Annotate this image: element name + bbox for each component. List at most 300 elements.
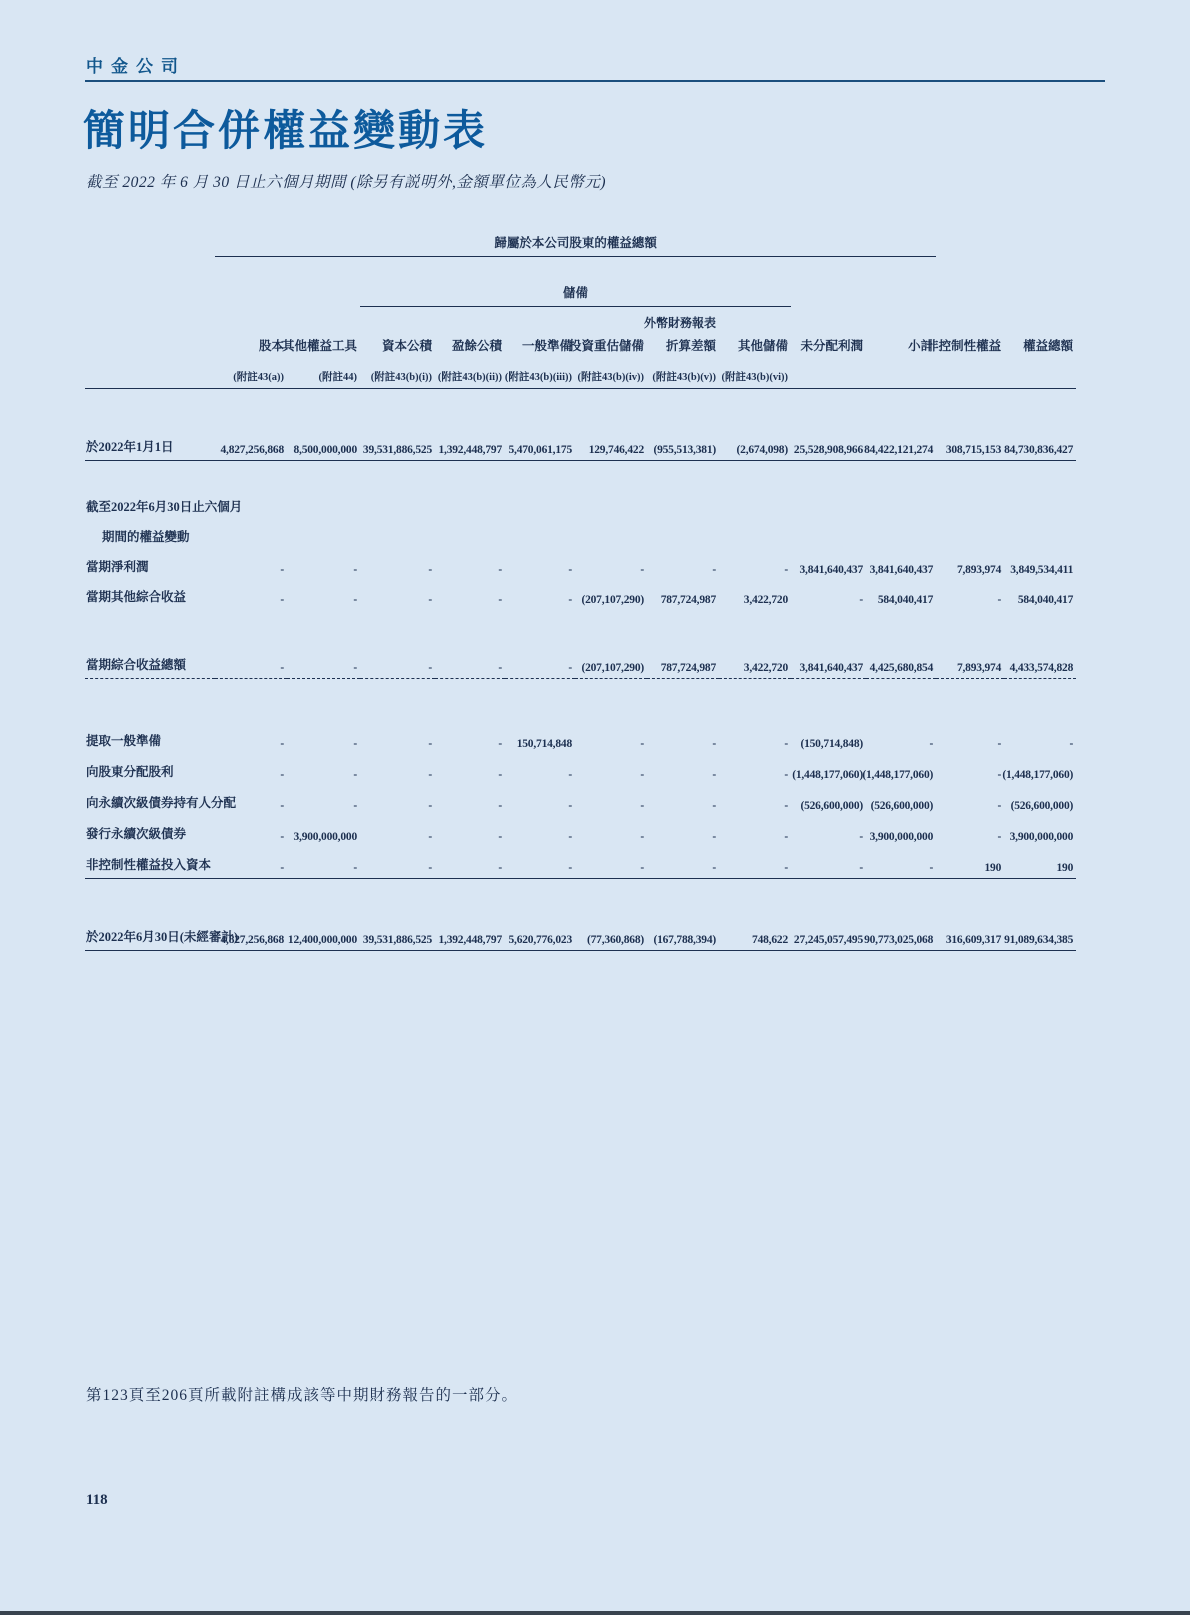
spacer-row xyxy=(85,388,1076,428)
cell-value-text: (526,600,000) xyxy=(1010,800,1074,812)
cell-value-text: - xyxy=(353,800,357,812)
cell-value xyxy=(647,912,719,950)
cell-value-text: 7,893,974 xyxy=(956,661,1002,674)
cell-value-text: - xyxy=(428,861,432,874)
cell-value-text: - xyxy=(428,769,432,781)
cell-value xyxy=(435,785,505,816)
cell-value xyxy=(936,847,1004,878)
row-label-text: 發行永續次級債券 xyxy=(86,827,187,841)
cell-value xyxy=(791,816,866,847)
column-note-text: (附註43(b)(iv)) xyxy=(577,371,644,383)
cell-value-text: 5,620,776,023 xyxy=(508,933,572,946)
cell-value xyxy=(435,550,505,580)
header-reserves-row xyxy=(85,256,1076,306)
cell-value-text: (1,448,177,060) xyxy=(1002,769,1074,781)
cell-value xyxy=(866,428,936,460)
spacer-cell xyxy=(85,878,1076,912)
cell-value-text: 316,609,317 xyxy=(945,933,1002,946)
cell-value xyxy=(360,912,435,950)
cell-value-text: - xyxy=(498,594,502,606)
cell-value-text: - xyxy=(353,661,357,674)
cell-value-text: - xyxy=(280,594,284,606)
cell-value xyxy=(866,723,936,754)
row-label-text: 於2022年1月1日 xyxy=(86,439,174,454)
cell-value xyxy=(866,550,936,580)
cell-value xyxy=(936,785,1004,816)
cell-value xyxy=(360,723,435,754)
cell-value-text: (2,674,098) xyxy=(736,443,788,456)
column-header xyxy=(926,332,1004,358)
row-label xyxy=(85,580,215,610)
column-header xyxy=(1004,332,1076,358)
cell-value-text: - xyxy=(640,564,644,576)
cell-value xyxy=(936,550,1004,580)
cell-value-text: 787,724,987 xyxy=(660,594,716,606)
cell-value xyxy=(435,754,505,785)
spacer-row xyxy=(85,610,1076,646)
cell-value-text: 3,900,000,000 xyxy=(869,831,934,843)
table-row xyxy=(85,785,1076,816)
cell-value-text: - xyxy=(712,861,716,874)
footnote: 第123頁至206頁所載附註構成該等中期財務報告的一部分。 xyxy=(86,1387,519,1404)
cell-value xyxy=(866,580,936,610)
header-spacer xyxy=(215,306,575,332)
cell-value xyxy=(575,580,647,610)
cell-value xyxy=(360,580,435,610)
row-label-text: 截至2022年6月30日止六個月 xyxy=(86,500,243,514)
cell-value xyxy=(287,646,360,678)
cell-value-text: - xyxy=(640,861,644,874)
cell-value xyxy=(719,754,791,785)
header-fx-row xyxy=(85,306,1076,332)
cell-value-text: - xyxy=(784,769,788,781)
cell-value-text: - xyxy=(859,594,863,606)
cell-value xyxy=(866,847,936,878)
column-note xyxy=(575,358,647,388)
cell-value xyxy=(936,723,1004,754)
table-row xyxy=(85,428,1076,460)
cell-value-text: - xyxy=(498,831,502,843)
column-header-text: 其他權益工具 xyxy=(281,339,357,353)
cell-value xyxy=(215,816,287,847)
column-header xyxy=(505,332,575,358)
cell-value-text: 190 xyxy=(984,861,1002,874)
cell-value xyxy=(287,428,360,460)
cell-value xyxy=(575,646,647,678)
cell-value xyxy=(1004,912,1076,950)
cell-value xyxy=(215,847,287,878)
cell-value xyxy=(647,550,719,580)
column-header-text: 小計 xyxy=(908,339,934,353)
cell-value xyxy=(435,912,505,950)
cell-value xyxy=(505,646,575,678)
cell-value-text: (1,448,177,060) xyxy=(862,769,934,781)
cell-value xyxy=(791,428,866,460)
header-attributable-equity-label: 歸屬於本公司股東的權益總額 xyxy=(494,235,657,250)
cell-value-text: - xyxy=(712,738,716,750)
table-row xyxy=(85,723,1076,754)
column-header xyxy=(435,332,505,358)
brand-divider xyxy=(85,80,1105,82)
cell-value-text: (526,600,000) xyxy=(870,800,934,812)
cell-value-text: - xyxy=(498,769,502,781)
row-label-text: 向股東分配股利 xyxy=(86,765,174,779)
cell-value xyxy=(791,754,866,785)
cell-value xyxy=(505,816,575,847)
column-note xyxy=(505,358,575,388)
cell-value xyxy=(647,816,719,847)
section-row xyxy=(85,520,1076,550)
cell-value-text: 129,746,422 xyxy=(588,443,644,456)
row-label-text: 當期綜合收益總額 xyxy=(86,657,187,672)
cell-value-text: - xyxy=(784,831,788,843)
cell-value-text: 3,841,640,437 xyxy=(869,564,934,576)
cell-value xyxy=(435,723,505,754)
row-label xyxy=(85,723,215,754)
spacer-cell xyxy=(85,678,1076,723)
column-header-text: 折算差額 xyxy=(665,339,716,353)
cell-value xyxy=(866,816,936,847)
cell-value xyxy=(862,754,936,785)
cell-value xyxy=(1004,754,1076,785)
cell-value-text: - xyxy=(280,769,284,781)
cell-value xyxy=(575,723,647,754)
cell-value xyxy=(505,723,575,754)
cell-value-text: - xyxy=(353,594,357,606)
cell-value xyxy=(936,580,1004,610)
cell-value xyxy=(866,912,936,950)
cell-value xyxy=(866,785,936,816)
cell-value-text: - xyxy=(712,831,716,843)
cell-value xyxy=(287,816,360,847)
cell-value xyxy=(360,646,435,678)
cell-value-text: 3,841,640,437 xyxy=(799,661,863,674)
cell-value-text: - xyxy=(784,738,788,750)
header-reserves xyxy=(360,256,791,306)
cell-value-text: 91,089,634,385 xyxy=(1004,933,1074,946)
cell-value xyxy=(1004,580,1076,610)
row-label xyxy=(85,816,215,847)
section-row xyxy=(85,490,1076,520)
column-header xyxy=(215,332,287,358)
column-note xyxy=(719,358,791,388)
column-note xyxy=(936,358,1004,388)
cell-value-text: 90,773,025,068 xyxy=(864,933,934,946)
cell-value-text: - xyxy=(353,564,357,576)
cell-value-text: - xyxy=(784,564,788,576)
cell-value-text: - xyxy=(568,661,572,674)
cell-value-text: - xyxy=(997,594,1002,606)
column-header xyxy=(360,332,435,358)
page-title: 簡明合併權益變動表 xyxy=(83,109,489,155)
header-spacer xyxy=(85,358,215,388)
table-row xyxy=(85,646,1076,678)
cell-value-text: - xyxy=(712,769,716,781)
cell-value xyxy=(287,785,360,816)
cell-value xyxy=(719,580,791,610)
cell-value-text: 3,900,000,000 xyxy=(293,831,357,843)
cell-value-text: - xyxy=(640,769,644,781)
cell-value-text: - xyxy=(428,661,432,674)
table-row xyxy=(85,816,1076,847)
cell-value xyxy=(215,550,287,580)
cell-value-text: 1,392,448,797 xyxy=(438,933,502,946)
row-label-text: 提取一般準備 xyxy=(86,734,162,748)
cell-value-text: - xyxy=(712,564,716,576)
cell-value xyxy=(719,912,791,950)
cell-value-text: (207,107,290) xyxy=(581,594,644,606)
cell-value-text: - xyxy=(428,594,432,606)
cell-value xyxy=(435,646,505,678)
header-spacer xyxy=(719,306,1076,332)
cell-value xyxy=(287,847,360,878)
cell-value-text: (526,600,000) xyxy=(800,800,863,812)
cell-value xyxy=(505,754,575,785)
column-header-text: 股本 xyxy=(258,339,284,353)
cell-value-text: - xyxy=(712,800,716,812)
cell-value xyxy=(435,847,505,878)
header-group-row xyxy=(85,222,1076,256)
row-label-text: 當期其他綜合收益 xyxy=(86,590,187,604)
cell-value xyxy=(1004,816,1076,847)
cell-value xyxy=(360,847,435,878)
column-note-text: (附註43(b)(ii)) xyxy=(437,371,502,383)
cell-value xyxy=(215,580,287,610)
cell-value-text: 84,730,836,427 xyxy=(1004,443,1074,456)
cell-value-text: 39,531,886,525 xyxy=(362,933,432,946)
row-label xyxy=(85,646,215,678)
row-label xyxy=(85,550,215,580)
cell-value-text: - xyxy=(997,769,1002,781)
cell-value-text: 4,433,574,828 xyxy=(1009,661,1074,674)
cell-value xyxy=(360,754,435,785)
cell-value-text: 4,425,680,854 xyxy=(869,661,934,674)
cell-value-text: 3,849,534,411 xyxy=(1010,564,1074,576)
cell-value-text: (1,448,177,060) xyxy=(792,769,863,781)
header-spacer xyxy=(936,222,1076,256)
cell-value-text: - xyxy=(280,661,284,674)
cell-value-text: - xyxy=(859,831,863,843)
column-header-text: 未分配利潤 xyxy=(800,339,863,353)
cell-value xyxy=(1004,723,1076,754)
header-spacer xyxy=(85,332,215,358)
row-label xyxy=(85,754,215,785)
cell-value xyxy=(719,785,791,816)
cell-value-text: 39,531,886,525 xyxy=(362,443,432,456)
cell-value xyxy=(505,550,575,580)
column-names-row xyxy=(85,332,1076,358)
cell-value xyxy=(360,428,435,460)
column-header-text: 其他儲備 xyxy=(737,339,788,353)
cell-value xyxy=(936,816,1004,847)
column-header xyxy=(791,332,866,358)
cell-value-text: - xyxy=(997,738,1002,750)
cell-value xyxy=(287,723,360,754)
cell-value-text: 4,827,256,868 xyxy=(220,443,284,456)
header-fx-statements xyxy=(575,306,719,332)
cell-value-text: - xyxy=(997,831,1002,843)
cell-value xyxy=(647,723,719,754)
cell-value-text: 3,841,640,437 xyxy=(799,564,863,576)
column-note xyxy=(360,358,435,388)
row-label-text: 當期淨利潤 xyxy=(86,560,149,574)
spacer-cell xyxy=(85,610,1076,646)
cell-value-text: - xyxy=(859,861,863,874)
column-header xyxy=(281,332,360,358)
cell-value-text: 3,900,000,000 xyxy=(1009,831,1074,843)
cell-value xyxy=(575,816,647,847)
cell-value xyxy=(575,550,647,580)
header-spacer xyxy=(85,306,215,332)
cell-value xyxy=(1004,646,1076,678)
cell-value-text: - xyxy=(353,769,357,781)
cell-value xyxy=(936,912,1004,950)
cell-value xyxy=(1004,847,1076,878)
column-note-text: (附註43(b)(vi)) xyxy=(721,371,788,383)
cell-value xyxy=(215,723,287,754)
cell-value-text: - xyxy=(784,861,788,874)
cell-value-text: - xyxy=(280,738,284,750)
cell-value-text: - xyxy=(428,831,432,843)
table-row xyxy=(85,550,1076,580)
cell-value-text: (150,714,848) xyxy=(800,738,863,750)
cell-value-text: 748,622 xyxy=(752,933,788,946)
cell-value xyxy=(575,428,647,460)
cell-value-text: (77,360,868) xyxy=(586,933,644,946)
cell-value-text: - xyxy=(428,738,432,750)
cell-value xyxy=(719,723,791,754)
cell-value-text: 84,422,121,274 xyxy=(864,443,934,456)
column-header-text: 權益總額 xyxy=(1023,339,1074,353)
cell-value xyxy=(791,785,866,816)
cell-value-text: - xyxy=(997,800,1002,812)
header-spacer xyxy=(791,256,1076,306)
cell-value xyxy=(936,428,1004,460)
cell-value-text: - xyxy=(428,800,432,812)
cell-value xyxy=(360,816,435,847)
cell-value xyxy=(791,550,866,580)
row-label xyxy=(85,520,1076,550)
cell-value xyxy=(719,428,791,460)
cell-value xyxy=(647,646,719,678)
cell-value xyxy=(719,646,791,678)
header-reserves-label: 儲備 xyxy=(562,285,588,300)
cell-value xyxy=(719,550,791,580)
cell-value-text: - xyxy=(640,831,644,843)
cell-value xyxy=(791,646,866,678)
column-header-text: 資本公積 xyxy=(381,339,432,353)
cell-value xyxy=(505,580,575,610)
column-note-text: (附註43(b)(v)) xyxy=(652,371,716,383)
cell-value-text: - xyxy=(784,800,788,812)
row-label-text: 期間的權益變動 xyxy=(102,530,190,544)
header-spacer xyxy=(215,256,360,306)
cell-value-text: 787,724,987 xyxy=(660,661,716,674)
column-note xyxy=(435,358,505,388)
cell-value-text: - xyxy=(498,800,502,812)
column-note xyxy=(866,358,936,388)
equity-table xyxy=(85,222,1076,951)
cell-value xyxy=(791,912,866,950)
column-note xyxy=(215,358,287,388)
page-bottom-strip xyxy=(0,1611,1190,1615)
column-header-text: 非控制性權益 xyxy=(926,339,1002,353)
cell-value-text: (167,788,394) xyxy=(653,933,716,946)
cell-value-text: - xyxy=(568,564,572,576)
cell-value-text: 3,422,720 xyxy=(743,661,788,674)
cell-value-text: - xyxy=(1069,738,1074,750)
cell-value xyxy=(505,847,575,878)
cell-value-text: 3,422,720 xyxy=(743,594,788,606)
cell-value-text: - xyxy=(568,831,572,843)
cell-value-text: (207,107,290) xyxy=(581,661,644,674)
header-spacer xyxy=(85,222,215,256)
spacer-cell xyxy=(85,388,1076,428)
column-header xyxy=(568,332,647,358)
table-row xyxy=(85,754,1076,785)
cell-value xyxy=(936,646,1004,678)
cell-value-text: - xyxy=(498,738,502,750)
column-notes-row xyxy=(85,358,1076,388)
column-note xyxy=(647,358,719,388)
table-body xyxy=(85,388,1076,950)
cell-value-text: - xyxy=(353,861,357,874)
spacer-row xyxy=(85,678,1076,723)
cell-value xyxy=(215,754,287,785)
cell-value xyxy=(866,646,936,678)
cell-value xyxy=(936,754,1004,785)
row-label-text: 非控制性權益投入資本 xyxy=(86,857,212,872)
cell-value-text: - xyxy=(568,594,572,606)
page-number: 118 xyxy=(86,1492,108,1508)
cell-value-text: (955,513,381) xyxy=(653,443,716,456)
column-note-text: (附註43(b)(i)) xyxy=(370,371,432,383)
table-row xyxy=(85,580,1076,610)
cell-value xyxy=(719,816,791,847)
row-label-text: 向永續次級債券持有人分配 xyxy=(86,796,237,810)
cell-value xyxy=(505,785,575,816)
cell-value-text: 25,528,908,966 xyxy=(793,443,863,456)
cell-value xyxy=(575,847,647,878)
cell-value-text: 190 xyxy=(1056,861,1074,874)
cell-value xyxy=(791,847,866,878)
cell-value xyxy=(360,785,435,816)
cell-value xyxy=(505,912,575,950)
header-spacer xyxy=(85,256,215,306)
cell-value-text: 12,400,000,000 xyxy=(287,933,357,946)
cell-value-text: - xyxy=(640,800,644,812)
cell-value xyxy=(791,580,866,610)
cell-value-text: - xyxy=(929,861,934,874)
cell-value xyxy=(287,754,360,785)
row-label xyxy=(85,847,215,878)
cell-value xyxy=(1004,428,1076,460)
cell-value xyxy=(287,912,360,950)
cell-value xyxy=(575,754,647,785)
spacer-row xyxy=(85,460,1076,490)
header-fx-statements-label: 外幣財務報表 xyxy=(643,316,716,330)
column-note-text: (附註43(b)(iii)) xyxy=(504,371,572,383)
spacer-row xyxy=(85,878,1076,912)
row-label xyxy=(85,912,239,950)
cell-value xyxy=(575,785,647,816)
column-note-text: (附註43(a)) xyxy=(233,371,284,383)
cell-value-text: - xyxy=(498,564,502,576)
company-brand: 中金公司 xyxy=(86,57,186,76)
cell-value xyxy=(647,754,719,785)
cell-value-text: - xyxy=(498,661,502,674)
row-label-text: 於2022年6月30日(未經審計) xyxy=(86,929,239,944)
